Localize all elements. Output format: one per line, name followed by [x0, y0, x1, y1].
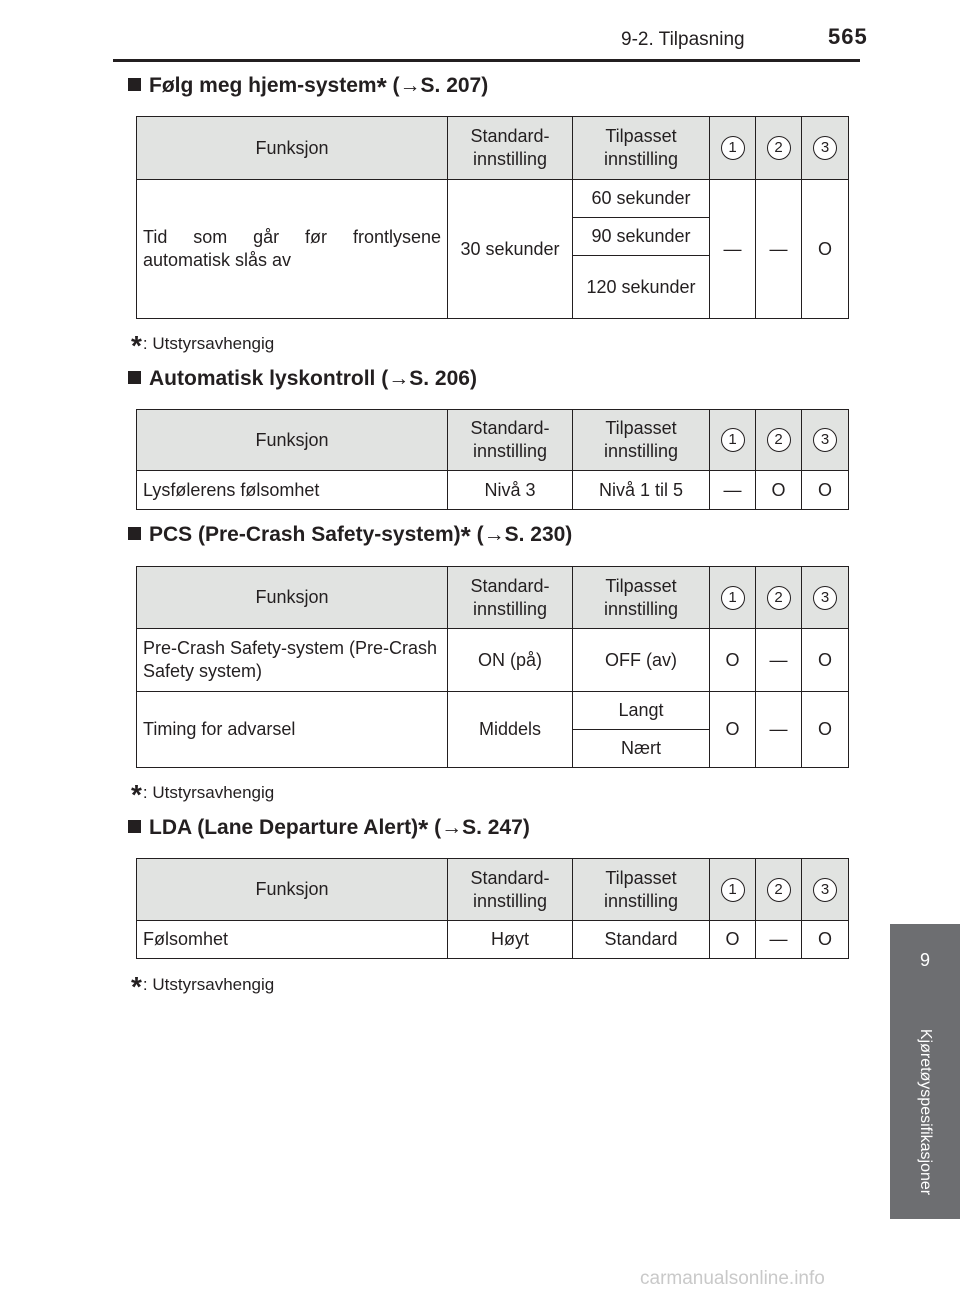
col-header-standard: Standard-innstilling — [448, 859, 573, 921]
col2-cell: — — [756, 180, 802, 319]
col1-cell: O — [710, 692, 756, 768]
col-header-funksjon: Funksjon — [137, 859, 448, 921]
col-header-standard: Standard-innstilling — [448, 410, 573, 471]
col-header-3: 3 — [802, 410, 849, 471]
footnote: *: Utstyrsavhengig — [131, 779, 275, 810]
footnote: *: Utstyrsavhengig — [131, 330, 275, 361]
col2-cell: O — [756, 471, 802, 510]
col2-cell: — — [756, 629, 802, 692]
col3-cell: O — [802, 692, 849, 768]
col-header-3: 3 — [802, 859, 849, 921]
default-cell: Høyt — [448, 921, 573, 959]
function-cell: Lysfølerens følsomhet — [137, 471, 448, 510]
col3-cell: O — [802, 180, 849, 319]
default-cell: Middels — [448, 692, 573, 768]
settings-table-pcs — [136, 566, 849, 768]
function-cell: Pre-Crash Safety-system (Pre-Crash Safety system) — [137, 629, 448, 692]
col-header-2: 2 — [756, 410, 802, 471]
col-header-2: 2 — [756, 567, 802, 629]
function-cell: Timing for advarsel — [137, 692, 448, 768]
option-cell: 120 sekunder — [573, 256, 710, 319]
footnote: *: Utstyrsavhengig — [131, 971, 275, 1002]
col-header-1: 1 — [710, 859, 756, 921]
custom-cell: Standard — [573, 921, 710, 959]
chapter-number: 9 — [919, 950, 930, 970]
header-divider — [113, 59, 860, 62]
chapter-title: Kjøretøyspesifikasjoner — [917, 1028, 934, 1195]
bullet-square-icon — [128, 820, 141, 833]
default-cell: 30 sekunder — [448, 180, 573, 319]
col-header-funksjon: Funksjon — [137, 410, 448, 471]
default-cell: ON (på) — [448, 629, 573, 692]
custom-cell: Nivå 1 til 5 — [573, 471, 710, 510]
col-header-2: 2 — [756, 859, 802, 921]
option-cell: 60 sekunder — [573, 180, 710, 218]
col-header-tilpasset: Tilpasset innstilling — [573, 410, 710, 471]
col1-cell: — — [710, 471, 756, 510]
option-cell: Langt — [573, 692, 710, 730]
chapter-tab — [890, 924, 960, 1004]
page-number: 565 — [828, 24, 868, 49]
bullet-square-icon — [128, 371, 141, 384]
function-cell: Følsomhet — [137, 921, 448, 959]
col3-cell: O — [802, 471, 849, 510]
col-header-1: 1 — [710, 567, 756, 629]
col-header-tilpasset: Tilpasset innstilling — [573, 859, 710, 921]
col-header-3: 3 — [802, 567, 849, 629]
settings-table-auto-light — [136, 409, 849, 510]
section-heading-auto-light: Automatisk lyskontroll (→S. 206) — [128, 367, 477, 391]
function-cell: Tid som går før frontlysene automatisk slås av — [137, 180, 448, 319]
col-header-1: 1 — [710, 410, 756, 471]
section-heading-lda: LDA (Lane Departure Alert)* (→S. 247) — [128, 814, 530, 845]
col-header-funksjon: Funksjon — [137, 117, 448, 180]
section-heading-pcs: PCS (Pre-Crash Safety-system)* (→S. 230) — [128, 521, 572, 552]
option-cell: Nært — [573, 730, 710, 768]
col-header-3: 3 — [802, 117, 849, 180]
col1-cell: O — [710, 629, 756, 692]
col-header-funksjon: Funksjon — [137, 567, 448, 629]
chapter-label-tab — [890, 1004, 960, 1219]
col1-cell: O — [710, 921, 756, 959]
watermark: carmanualsonline.info — [640, 1268, 825, 1289]
default-cell: Nivå 3 — [448, 471, 573, 510]
settings-table-follow-me-home — [136, 116, 849, 319]
bullet-square-icon — [128, 78, 141, 91]
col-header-2: 2 — [756, 117, 802, 180]
col-header-1: 1 — [710, 117, 756, 180]
col-header-standard: Standard-innstilling — [448, 117, 573, 180]
col-header-standard: Standard-innstilling — [448, 567, 573, 629]
option-cell: 90 sekunder — [573, 218, 710, 256]
col1-cell: — — [710, 180, 756, 319]
col-header-tilpasset: Tilpasset innstilling — [573, 117, 710, 180]
col2-cell: — — [756, 921, 802, 959]
section-title: 9-2. Tilpasning — [621, 29, 745, 50]
col3-cell: O — [802, 921, 849, 959]
col2-cell: — — [756, 692, 802, 768]
bullet-square-icon — [128, 527, 141, 540]
col3-cell: O — [802, 629, 849, 692]
settings-table-lda — [136, 858, 849, 959]
section-heading-follow-me-home: Følg meg hjem-system* (→S. 207) — [128, 72, 488, 103]
custom-cell: OFF (av) — [573, 629, 710, 692]
col-header-tilpasset: Tilpasset innstilling — [573, 567, 710, 629]
